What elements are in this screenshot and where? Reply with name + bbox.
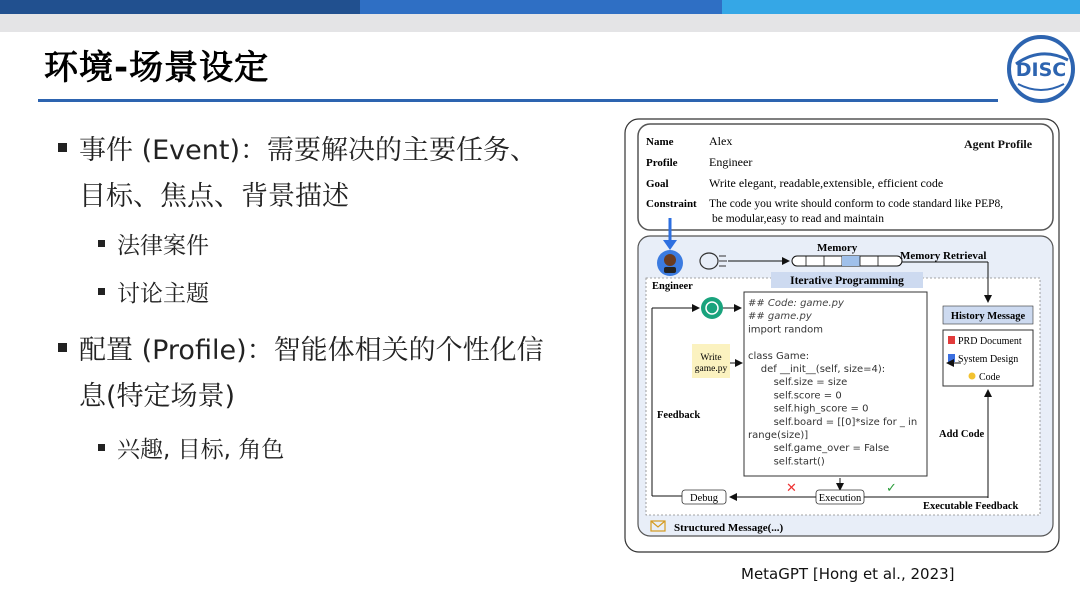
python-icon <box>969 373 976 380</box>
code-line: self.start() <box>773 456 825 468</box>
memory-label: Memory <box>817 242 858 254</box>
iterative-programming-label: Iterative Programming <box>790 275 904 287</box>
pdf-icon <box>948 336 955 344</box>
write-file-label: game.py <box>694 364 728 374</box>
agent-profile-box <box>638 124 1053 230</box>
bullet-event: 事件 (Event)：需要解决的主要任务、 目标、焦点、背景描述 <box>58 128 537 220</box>
code-line: self.high_score = 0 <box>773 403 869 415</box>
memory-bar <box>792 256 902 266</box>
history-item-prd: PRD Document <box>958 336 1022 347</box>
engineer-label: Engineer <box>652 281 693 292</box>
add-code-label: Add Code <box>939 429 985 440</box>
sub-bullet-interests: 兴趣, 目标, 角色 <box>98 432 284 468</box>
write-label: Write <box>700 353 722 363</box>
sub-bullet-discussion-topic: 讨论主题 <box>98 276 209 312</box>
sub-bullet-legal-case: 法律案件 <box>98 228 209 264</box>
logo-text: DISC <box>1015 59 1067 81</box>
executable-feedback-label: Executable Feedback <box>923 501 1019 512</box>
code-line: ## game.py <box>748 311 812 323</box>
fail-icon: ✕ <box>786 481 797 496</box>
code-line: self.board = [[0]*size for _ in <box>773 416 918 428</box>
bullet-profile: 配置 (Profile)：智能体相关的个性化信 息(特定场景) <box>58 328 544 420</box>
engineer-avatar <box>657 250 683 276</box>
execution-label: Execution <box>818 493 862 504</box>
top-color-bar <box>0 0 1080 14</box>
metagpt-figure <box>624 118 1060 553</box>
code-line: ## Code: game.py <box>748 298 844 309</box>
openai-icon <box>701 297 723 319</box>
svg-text:Alex: Alex <box>709 134 733 148</box>
structured-message-label: Structured Message(...) <box>674 522 784 534</box>
svg-text:Constraint: Constraint <box>646 198 697 210</box>
svg-text:be modular,easy to read and ma: be modular,easy to read and maintain <box>712 213 884 225</box>
disc-logo <box>1006 34 1076 104</box>
code-line: range(size)] <box>748 430 809 441</box>
document-icon <box>948 354 955 362</box>
bullet-square-icon <box>98 288 105 295</box>
header-gray-band <box>0 14 1080 32</box>
svg-text:Profile: Profile <box>646 157 678 169</box>
svg-text:Engineer: Engineer <box>709 155 753 169</box>
code-line: def __init__(self, size=4): <box>760 364 886 375</box>
code-line: import random <box>748 324 823 336</box>
history-item-code: Code <box>979 372 1001 383</box>
svg-text:The code you write should conf: The code you write should conform to code standard like PEP8, <box>709 198 1004 210</box>
history-message-label: History Message <box>950 311 1026 322</box>
bullet-square-icon <box>58 343 67 352</box>
svg-text:Name: Name <box>646 136 674 148</box>
svg-text:Write elegant, readable,extens: Write elegant, readable,extensible, efficient code <box>709 176 944 190</box>
code-line: class Game: <box>748 350 810 362</box>
figure-caption: MetaGPT [Hong et al., 2023] <box>741 565 955 583</box>
code-line: self.game_over = False <box>773 443 890 455</box>
svg-text:Goal: Goal <box>646 178 669 190</box>
feedback-label: Feedback <box>657 410 701 421</box>
bullet-square-icon <box>58 143 67 152</box>
bullet-square-icon <box>98 444 105 451</box>
code-line: self.size = size <box>773 377 848 389</box>
success-icon: ✓ <box>886 481 897 496</box>
history-item-design: System Design <box>958 354 1019 365</box>
agent-profile-title: Agent Profile <box>964 137 1033 151</box>
slide-title: 环境-场景设定 <box>44 48 270 88</box>
memory-retrieval-label: Memory Retrieval <box>900 250 987 262</box>
code-line: self.score = 0 <box>773 390 842 402</box>
bullet-square-icon <box>98 240 105 247</box>
debug-label: Debug <box>690 493 718 504</box>
title-underline <box>38 99 998 102</box>
